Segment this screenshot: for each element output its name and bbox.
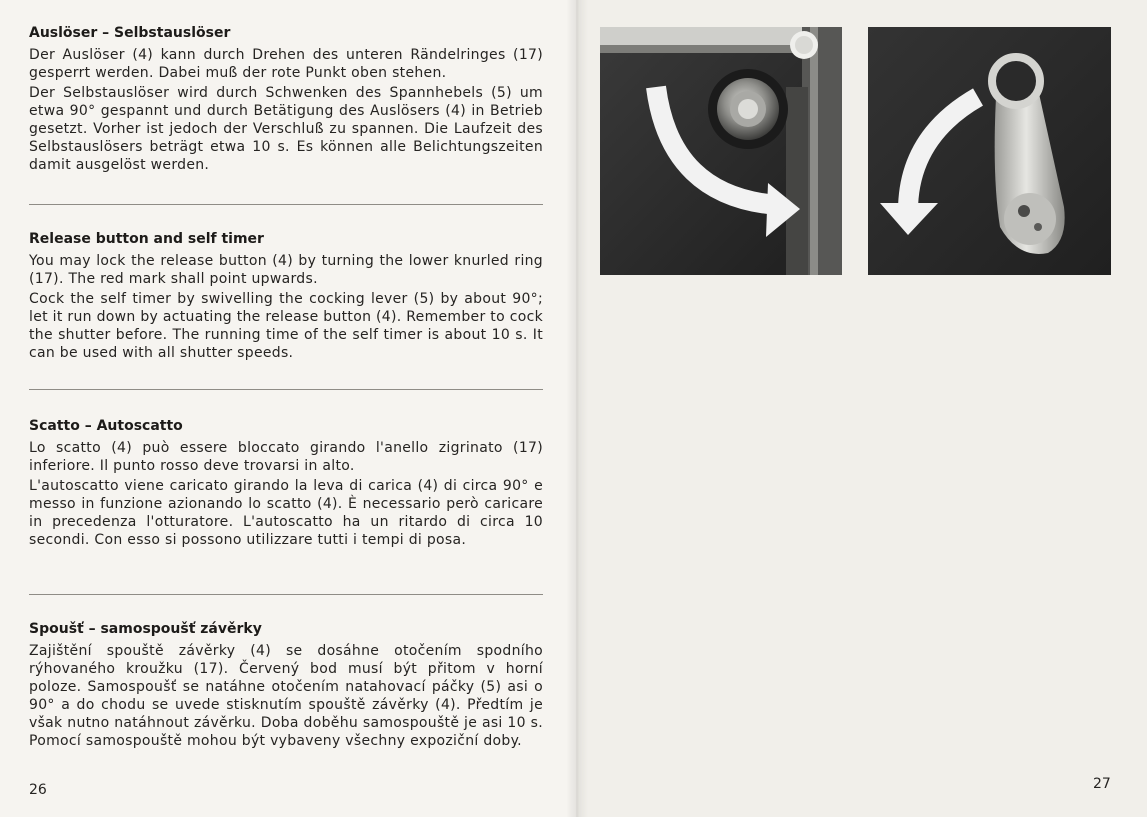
section-czech bbox=[29, 620, 543, 752]
section-italian bbox=[29, 417, 543, 551]
section-paragraph: Zajištění spouště závěrky (4) se dosáhne otočením spodního rýhovaného kroužku (17). Červený bod musí být přitom v horní poloze. Samospoušť se natáhne otočením natahovací páčky (5) asi o 90° a do chodu se uvede stisknutím spouště závěrky (4). Předtím je však nutno natáhnout závěrku. Doba doběhu samospouště je asi 10 s. Pomocí samospouště mohou být vybaveny všechny expoziční doby. bbox=[29, 643, 543, 749]
section-paragraph: Lo scatto (4) può essere bloccato girando l'anello zigrinato (17) inferiore. Il punto rosso deve trovarsi in alto. bbox=[29, 440, 543, 474]
book-gutter bbox=[566, 0, 588, 817]
section-heading: Scatto – Autoscatto bbox=[29, 418, 183, 434]
section-divider bbox=[29, 594, 543, 595]
release-button-illustration bbox=[600, 27, 842, 275]
page-number-left: 26 bbox=[29, 782, 47, 798]
section-heading: Spoušť – samospoušť závěrky bbox=[29, 621, 262, 637]
section-paragraph: Der Selbstauslöser wird durch Schwenken des Spannhebels (5) um etwa 90° gespannt und durch Betätigung des Auslösers (4) in Betrieb gesetzt. Vorher ist jedoch der Verschluß zu spannen. Die Laufzeit des Selbstauslösers beträgt etwa 10 s. Es können alle Belichtungszeiten damit ausgelöst werden. bbox=[29, 85, 543, 173]
section-paragraph: Der Auslöser (4) kann durch Drehen des unteren Rändelringes (17) gesperrt werden. Dabei muß der rote Punkt oben stehen. bbox=[29, 47, 543, 81]
section-english bbox=[29, 230, 543, 364]
release-button-photo bbox=[600, 27, 842, 275]
cocking-lever-photo bbox=[868, 27, 1111, 275]
right-page bbox=[576, 0, 1147, 817]
section-paragraph: L'autoscatto viene caricato girando la leva di carica (4) di circa 90° e messo in funzione azionando lo scatto (4). È necessario però caricare in precedenza l'otturatore. L'autoscatto ha un ritardo di circa 10 secondi. Con esso si possono utilizzare tutti i tempi di posa. bbox=[29, 478, 543, 548]
section-paragraph: Cock the self timer by swivelling the cocking lever (5) by about 90°; let it run down by actuating the release button (4). Remember to cock the shutter before. The running time of the self timer is about 10 s. It can be used with all shutter speeds. bbox=[29, 291, 543, 361]
section-divider bbox=[29, 204, 543, 205]
cocking-lever-illustration bbox=[868, 27, 1111, 275]
section-heading: Release button and self timer bbox=[29, 231, 264, 247]
section-divider bbox=[29, 389, 543, 390]
section-paragraph: You may lock the release button (4) by turning the lower knurled ring (17). The red mark shall point upwards. bbox=[29, 253, 543, 287]
section-german bbox=[29, 24, 543, 176]
section-heading: Auslöser – Selbstauslöser bbox=[29, 25, 231, 41]
page-number-right: 27 bbox=[1093, 776, 1111, 792]
